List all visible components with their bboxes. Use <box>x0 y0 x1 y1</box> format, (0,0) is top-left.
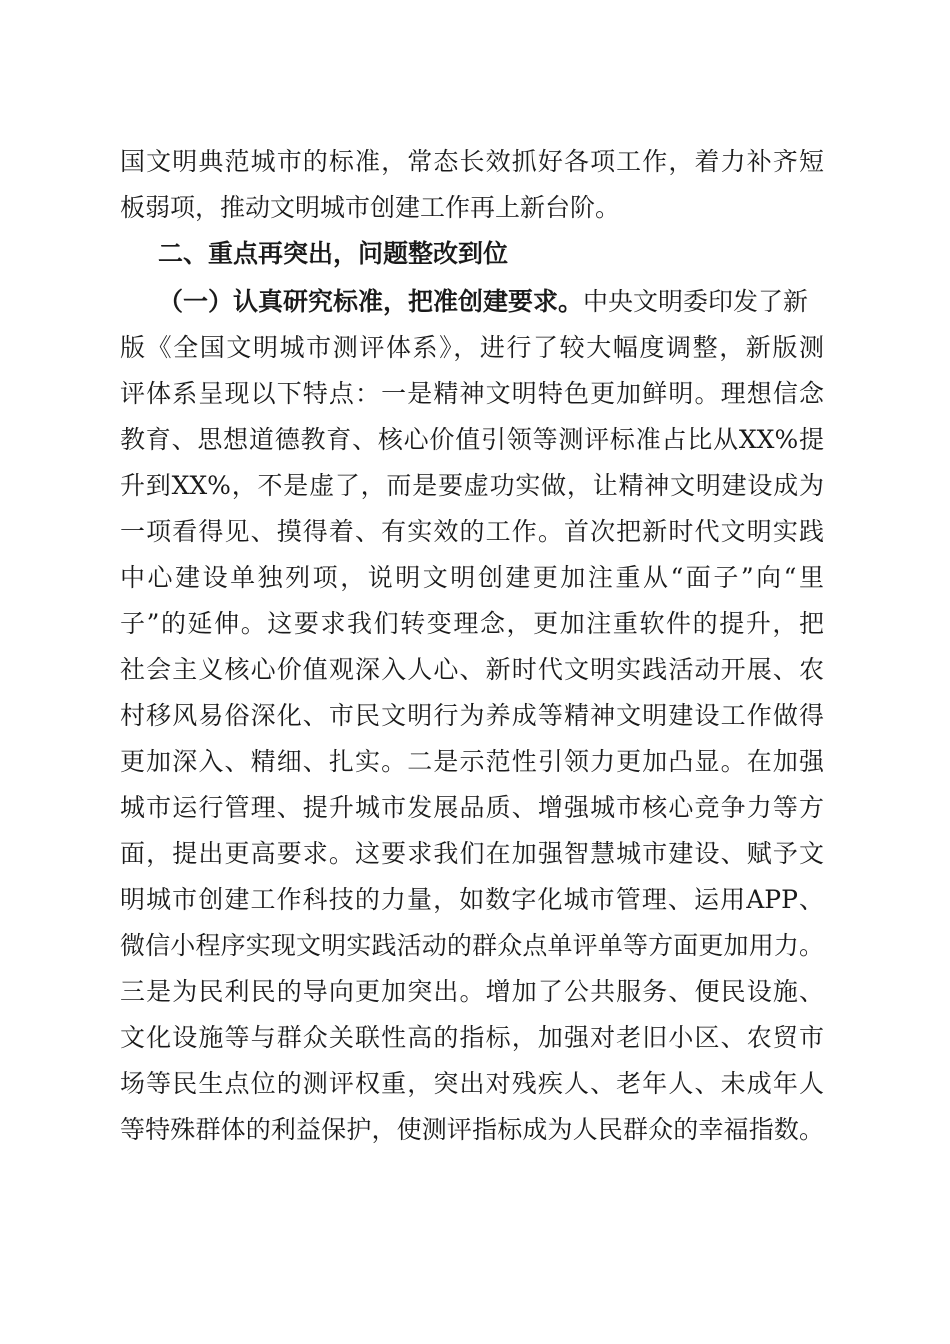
paragraph-line-18: 三是为民利民的导向更加突出。增加了公共服务、便民设施、 <box>120 977 824 1006</box>
paragraph-line-9: 中心建设单独列项，说明文明创建更加注重从“面子”向“里 <box>120 563 824 592</box>
paragraph-line-8: 一项看得见、摸得着、有实效的工作。首次把新时代文明实践 <box>120 517 824 546</box>
subsection-heading: （一）认真研究标准，把准创建要求。 <box>158 287 584 316</box>
paragraph-line-7: 升到XX%，不是虚了，而是要虚功实做，让精神文明建设成为 <box>120 471 824 500</box>
paragraph-line-12: 村移风易俗深化、市民文明行为养成等精神文明建设工作做得 <box>120 701 824 730</box>
subsection-line <box>158 280 808 324</box>
paragraph-line-17: 微信小程序实现文明实践活动的群众点单评单等方面更加用力。 <box>120 931 824 960</box>
paragraph-line-6: 教育、思想道德教育、核心价值引领等测评标准占比从XX%提 <box>120 425 824 454</box>
paragraph-line-13: 更加深入、精细、扎实。二是示范性引领力更加凸显。在加强 <box>120 747 824 776</box>
paragraph-line-2: 板弱项，推动文明城市创建工作再上新台阶。 <box>120 193 621 222</box>
subsection-text-start: 中央文明委印发了新 <box>583 287 809 316</box>
paragraph-line-5: 评体系呈现以下特点：一是精神文明特色更加鲜明。理想信念 <box>120 379 824 408</box>
paragraph-line-19: 文化设施等与群众关联性高的指标，加强对老旧小区、农贸市 <box>120 1023 824 1052</box>
paragraph-line-11: 社会主义核心价值观深入人心、新时代文明实践活动开展、农 <box>120 655 824 684</box>
paragraph-line-21: 等特殊群体的利益保护，使测评指标成为人民群众的幸福指数。 <box>120 1115 824 1144</box>
paragraph-line-16: 明城市创建工作科技的力量，如数字化城市管理、运用APP、 <box>120 885 824 914</box>
section-heading: 二、重点再突出，问题整改到位 <box>158 239 509 268</box>
paragraph-line-20: 场等民生点位的测评权重，突出对残疾人、老年人、未成年人 <box>120 1069 824 1098</box>
paragraph-line-1: 国文明典范城市的标准，常态长效抓好各项工作，着力补齐短 <box>120 147 824 176</box>
paragraph-line-15: 面，提出更高要求。这要求我们在加强智慧城市建设、赋予文 <box>120 839 824 868</box>
paragraph-line-4: 版《全国文明城市测评体系》，进行了较大幅度调整，新版测 <box>120 333 824 362</box>
paragraph-line-10: 子”的延伸。这要求我们转变理念，更加注重软件的提升，把 <box>120 609 824 638</box>
paragraph-line-14: 城市运行管理、提升城市发展品质、增强城市核心竞争力等方 <box>120 793 824 822</box>
